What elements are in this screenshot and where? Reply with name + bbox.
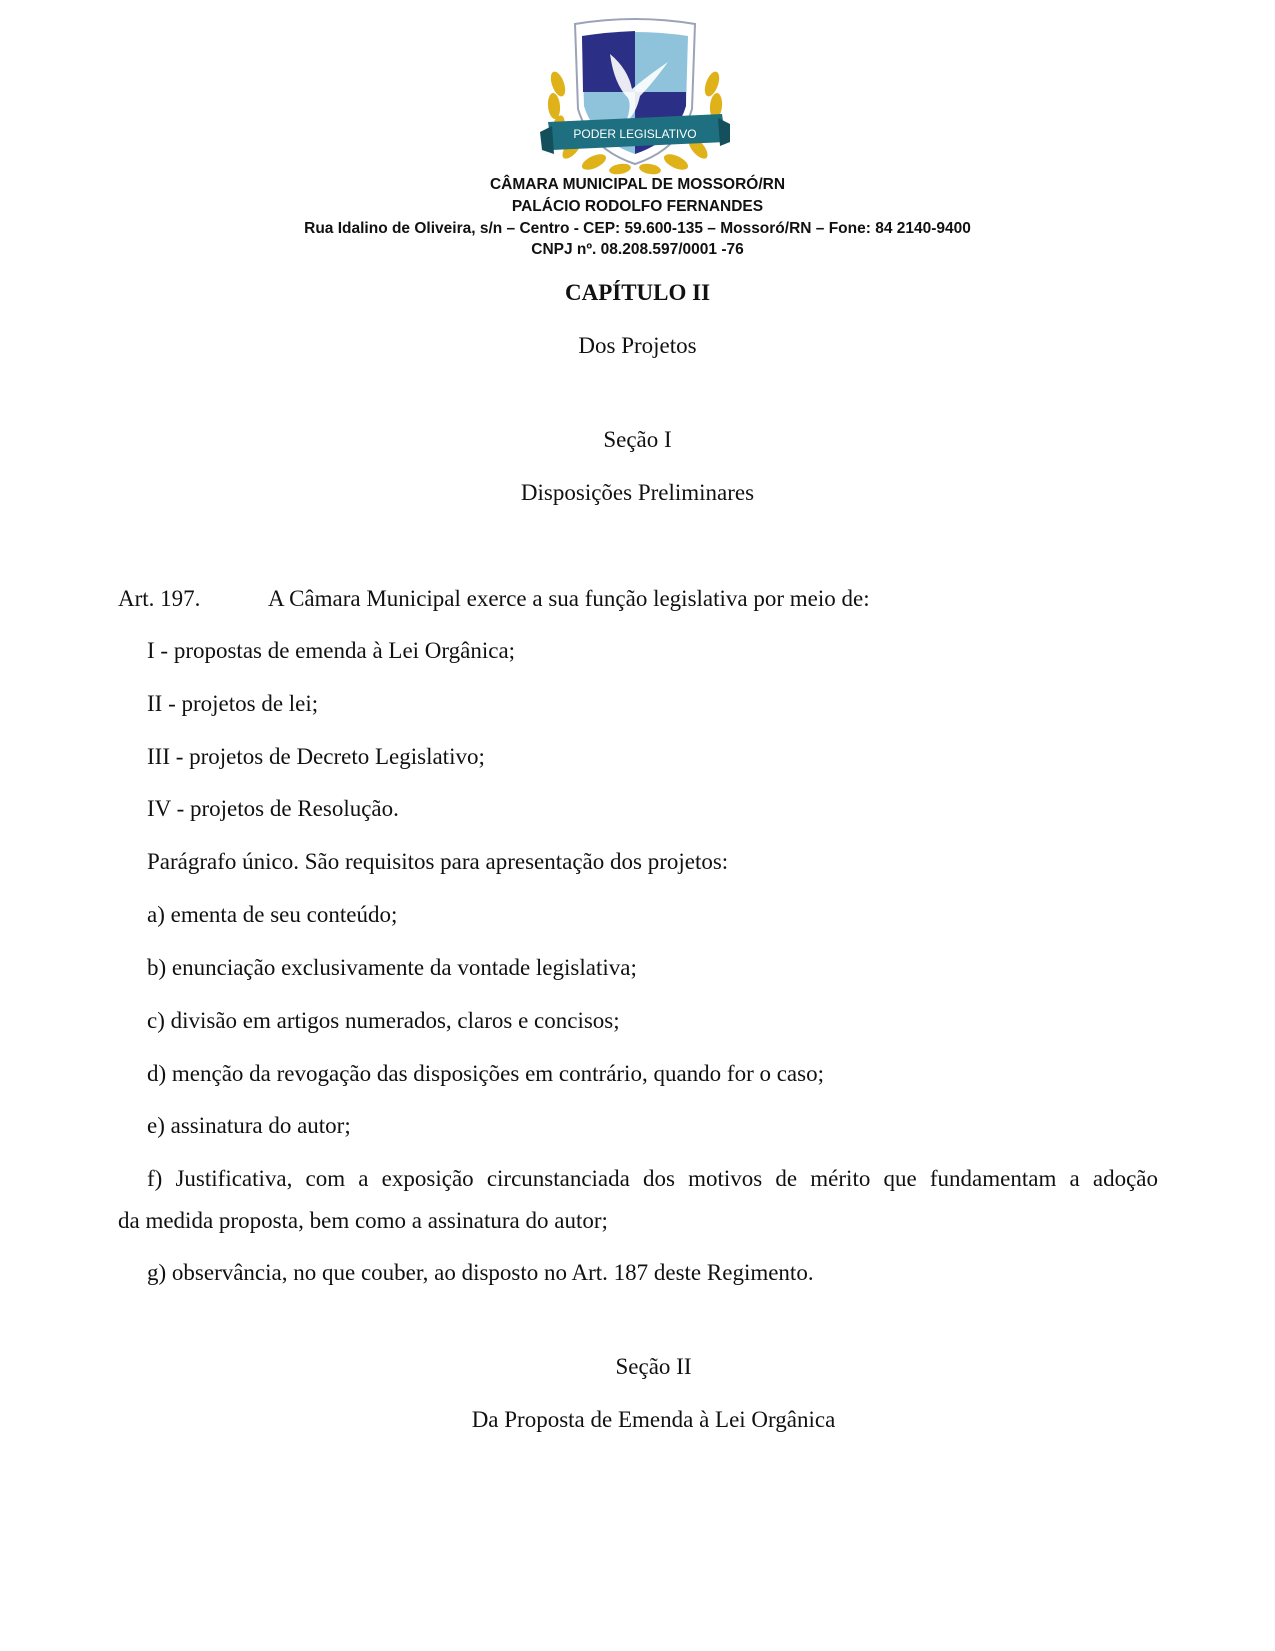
section-subtitle: Disposições Preliminares — [520, 480, 755, 505]
requirement-item: a) ementa de seu conteúdo; — [147, 902, 398, 927]
article-caput: A Câmara Municipal exerce a sua função legislativa por meio de: — [268, 586, 870, 611]
requirement-item: d) menção da revogação das disposições em contrário, quando for o caso; — [147, 1061, 824, 1086]
address-line: Rua Idalino de Oliveira, s/n – Centro - CEP: 59.600-135 – Mossoró/RN – Fone: 84 2140-9400 — [304, 220, 971, 237]
requirement-item-f-continued: da medida proposta, bem como a assinatura do autor; — [118, 1208, 608, 1233]
requirement-item: c) divisão em artigos numerados, claros e concisos; — [147, 1008, 620, 1033]
svg-text:PODER LEGISLATIVO: PODER LEGISLATIVO — [573, 127, 697, 141]
requirement-item: e) assinatura do autor; — [147, 1113, 351, 1138]
section-title: Seção I — [603, 427, 672, 452]
requirement-item: g) observância, no que couber, ao disposto no Art. 187 deste Regimento. — [147, 1260, 814, 1285]
requirement-item: b) enunciação exclusivamente da vontade legislativa; — [147, 955, 637, 980]
institution-name: CÂMARA MUNICIPAL DE MOSSORÓ/RN — [489, 176, 786, 193]
article-item: IV - projetos de Resolução. — [147, 796, 399, 821]
chapter-title: CAPÍTULO II — [564, 280, 711, 305]
svg-text:1870: 1870 — [627, 155, 643, 162]
article-number: Art. 197. — [118, 586, 201, 611]
section-title: Seção II — [615, 1354, 692, 1379]
article-item: I - propostas de emenda à Lei Orgânica; — [147, 638, 516, 663]
cnpj-line: CNPJ nº. 08.208.597/0001 -76 — [531, 241, 744, 258]
requirement-item-f: f) Justificativa, com a exposição circunstanciada dos motivos de mérito que fundamentam a adoção — [147, 1166, 1158, 1191]
coat-of-arms-icon — [540, 14, 730, 179]
palace-name: PALÁCIO RODOLFO FERNANDES — [511, 198, 764, 215]
article-item: II - projetos de lei; — [147, 691, 319, 716]
sole-paragraph: Parágrafo único. São requisitos para apresentação dos projetos: — [147, 849, 729, 874]
article-item: III - projetos de Decreto Legislativo; — [147, 744, 485, 769]
chapter-subtitle: Dos Projetos — [578, 333, 697, 358]
section-subtitle: Da Proposta de Emenda à Lei Orgânica — [471, 1407, 836, 1432]
